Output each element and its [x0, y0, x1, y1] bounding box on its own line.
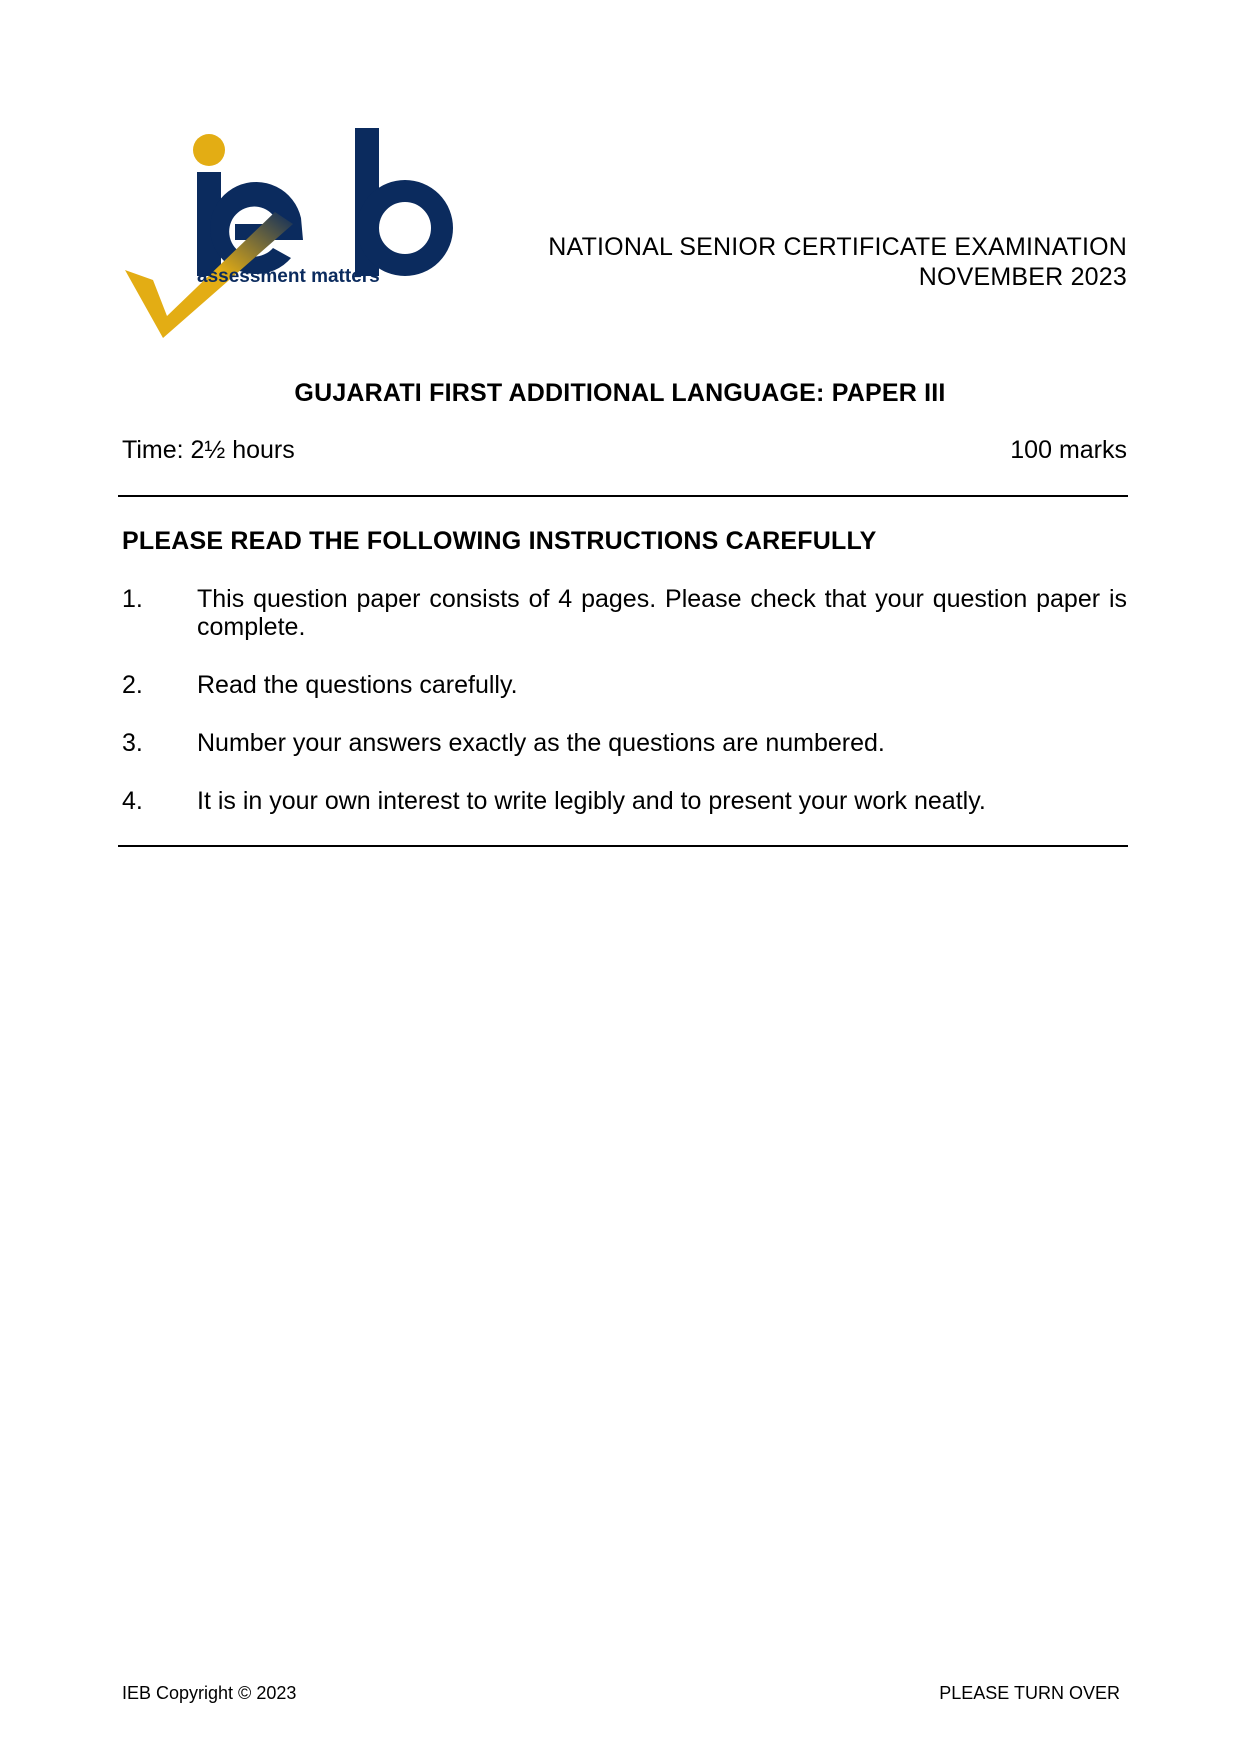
turn-over-notice: PLEASE TURN OVER	[939, 1683, 1120, 1703]
instruction-item	[122, 585, 1127, 641]
instructions-heading: PLEASE READ THE FOLLOWING INSTRUCTIONS CAREFULLY	[122, 527, 877, 555]
logo-tagline: assessment matters	[197, 266, 380, 287]
time-marks-row	[122, 436, 1127, 465]
instruction-number: 4.	[122, 787, 143, 815]
divider-bottom	[118, 845, 1128, 847]
instruction-number: 2.	[122, 671, 143, 699]
paper-title: GUJARATI FIRST ADDITIONAL LANGUAGE: PAPER III	[294, 379, 946, 407]
instruction-item	[122, 729, 1127, 757]
exam-header	[548, 232, 1127, 292]
instructions-list	[122, 585, 1127, 845]
instruction-text: It is in your own interest to write legibly and to present your work neatly.	[197, 787, 986, 815]
instruction-text: This question paper consists of 4 pages. Please check that your question paper is complete.	[197, 585, 1127, 641]
time-allowed: Time: 2½ hours	[122, 436, 295, 464]
divider-top	[118, 495, 1128, 497]
copyright-notice: IEB Copyright © 2023	[122, 1683, 297, 1703]
instruction-text: Number your answers exactly as the questions are numbered.	[197, 729, 885, 757]
instruction-number: 3.	[122, 729, 143, 757]
instruction-item	[122, 787, 1127, 815]
instruction-number: 1.	[122, 585, 143, 613]
exam-session: NOVEMBER 2023	[918, 263, 1127, 291]
ieb-logo	[125, 120, 470, 350]
page-footer	[122, 1683, 1120, 1704]
instruction-text: Read the questions carefully.	[197, 671, 518, 699]
exam-name: NATIONAL SENIOR CERTIFICATE EXAMINATION	[548, 233, 1127, 261]
total-marks: 100 marks	[1010, 436, 1127, 464]
instruction-item	[122, 671, 1127, 699]
